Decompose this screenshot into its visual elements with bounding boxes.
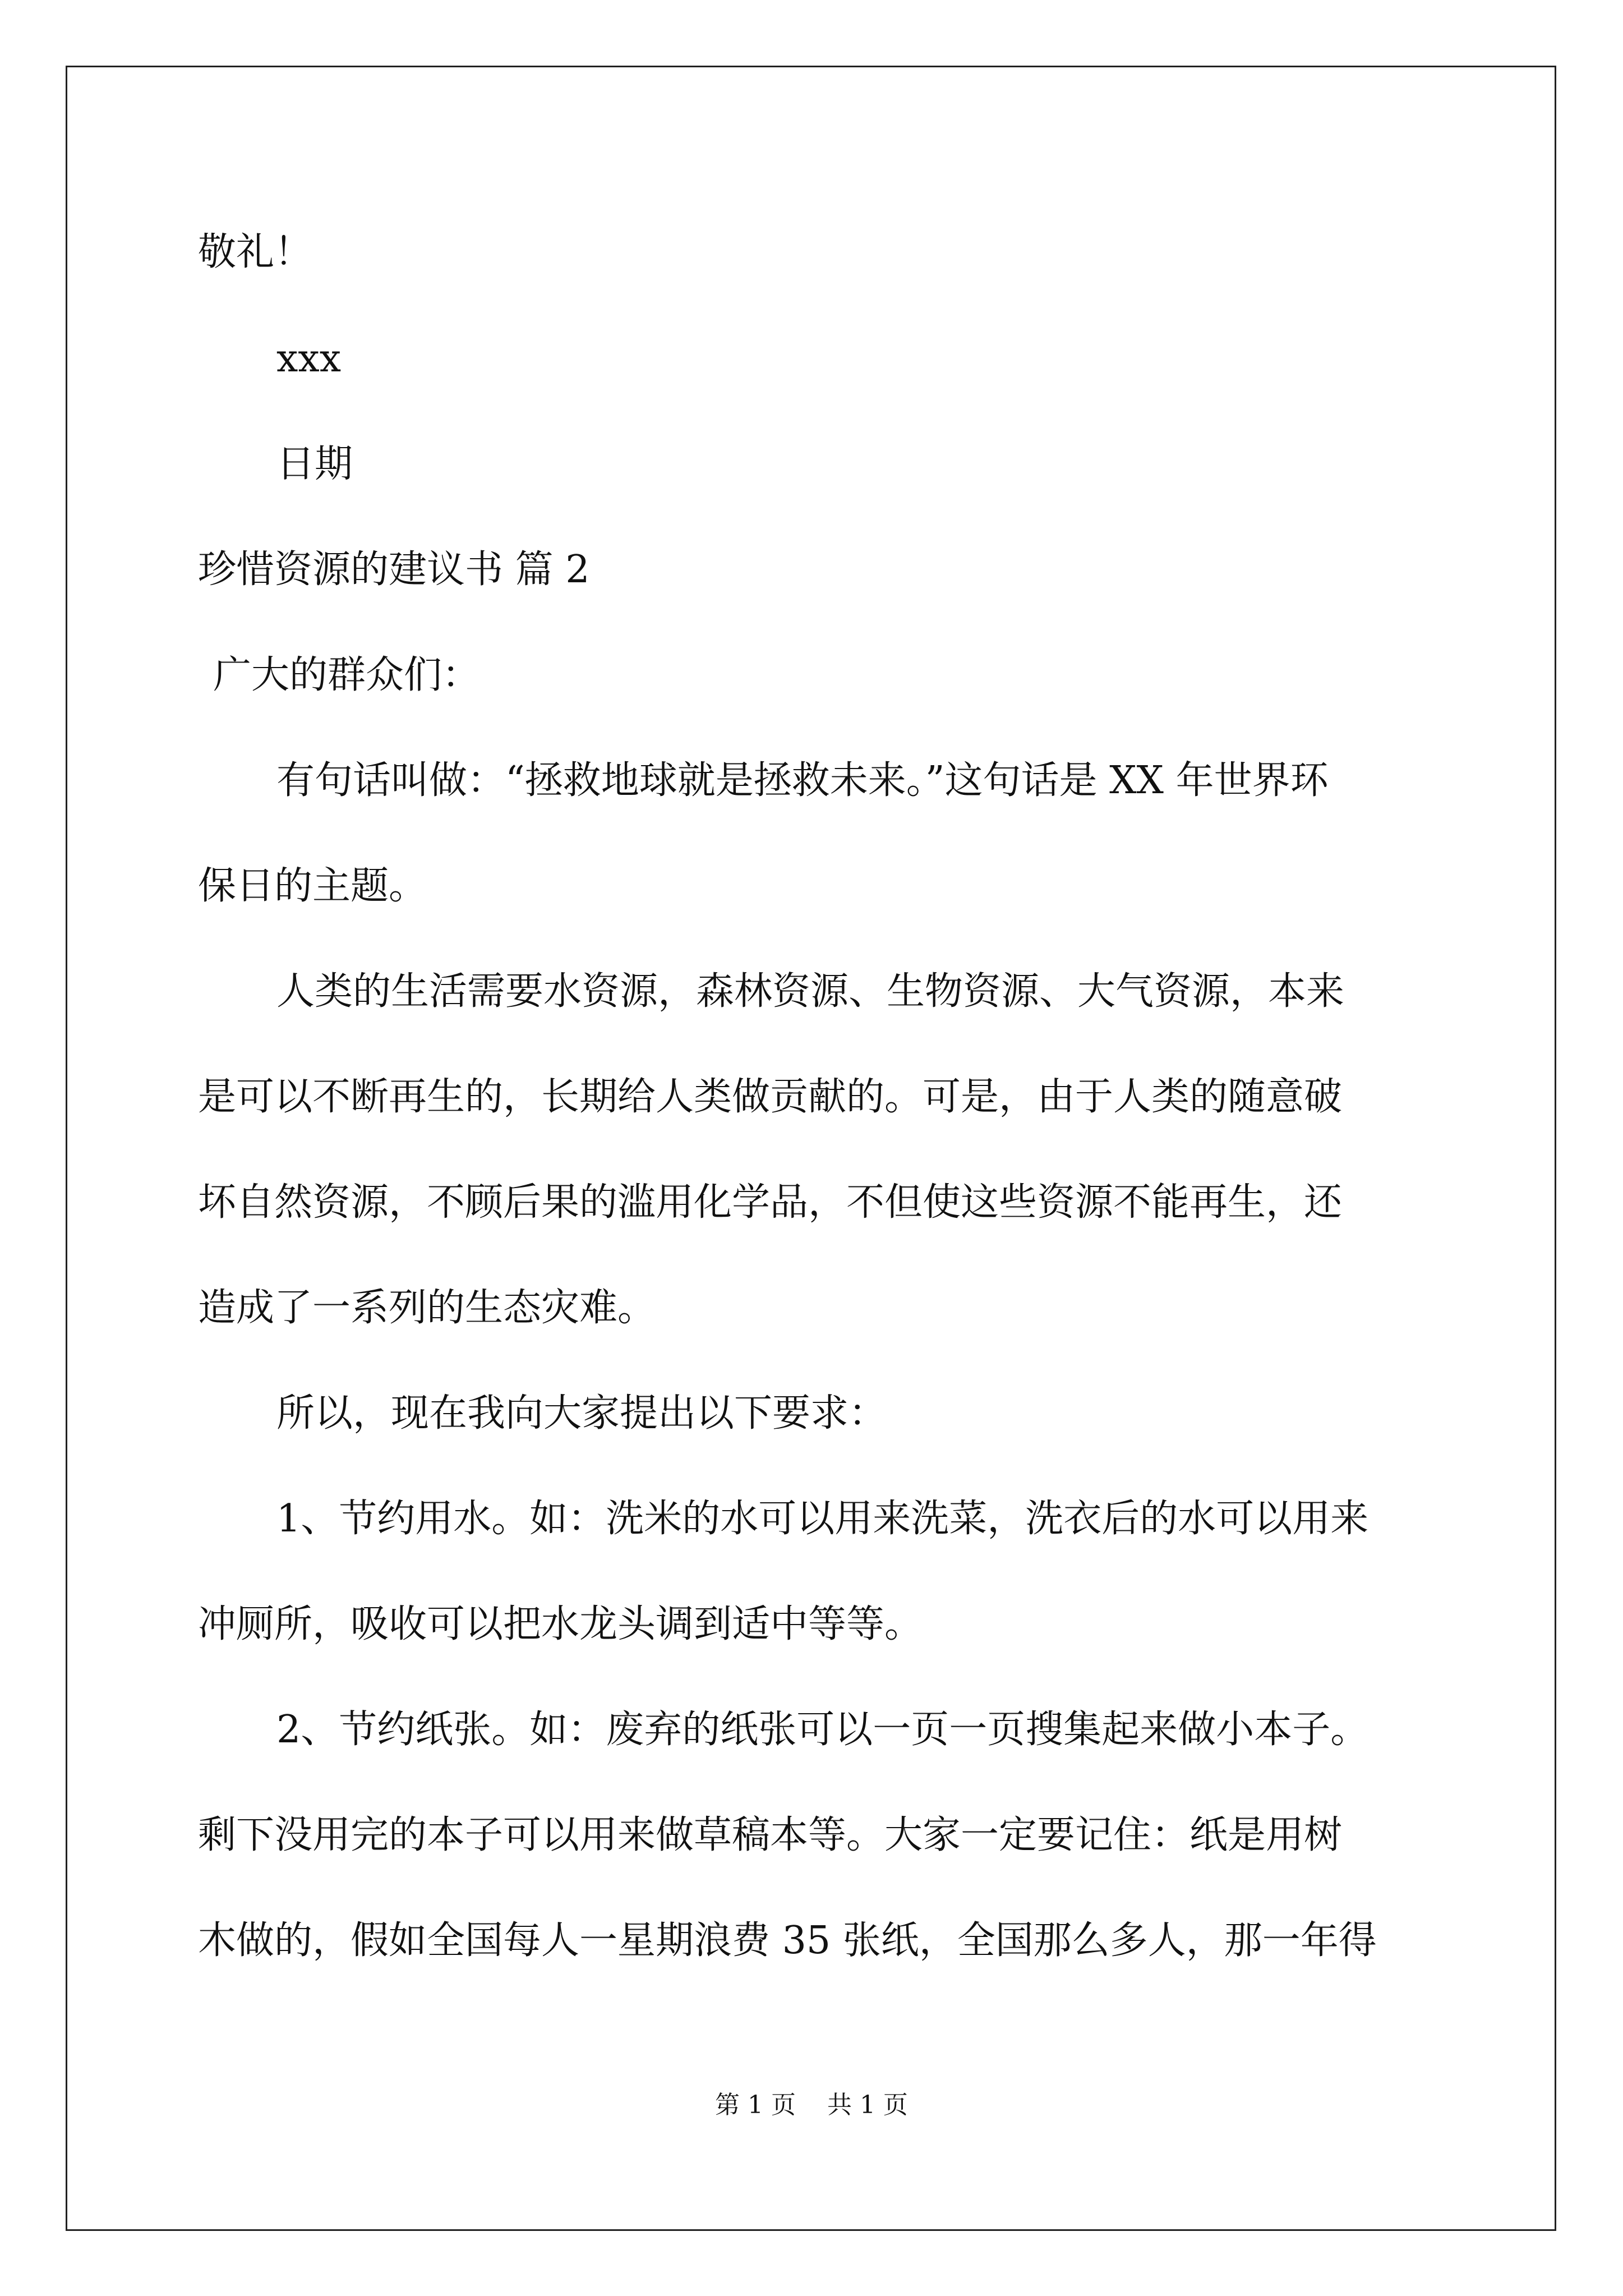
paragraph-line: 人类的生活需要水资源，森林资源、生物资源、大气资源，本来 <box>276 969 1345 1014</box>
greeting-line: 广大的群众们： <box>213 653 481 697</box>
list-item-line: 1、节约用水。如：洗米的水可以用来洗菜，洗衣后的水可以用来 <box>276 1497 1369 1541</box>
sender-name: xxx <box>276 337 342 381</box>
paragraph-line: 有句话叫做：“拯救地球就是拯救未来。”这句话是 XX 年世界环 <box>276 758 1329 803</box>
list-item-line: 木做的，假如全国每人一星期浪费 35 张纸，全国那么多人，那一年得 <box>198 1918 1377 1963</box>
paragraph-line: 坏自然资源，不顾后果的滥用化学品，不但使这些资源不能再生，还 <box>198 1180 1343 1225</box>
section-title: 珍惜资源的建议书 篇 2 <box>198 547 590 592</box>
paragraph-line: 保日的主题。 <box>198 864 427 908</box>
list-item-line: 冲厕所，吸收可以把水龙头调到适中等等。 <box>198 1602 923 1646</box>
list-item-line: 2、节约纸张。如：废弃的纸张可以一页一页搜集起来做小本子。 <box>276 1708 1369 1752</box>
page-frame <box>66 66 1556 2231</box>
paragraph-line: 造成了一系列的生态灾难。 <box>198 1286 656 1330</box>
closing-salutation: 敬礼！ <box>198 230 313 274</box>
list-item-line: 剩下没用完的本子可以用来做草稿本等。大家一定要记住：纸是用树 <box>198 1813 1343 1857</box>
date-line: 日期 <box>276 442 353 486</box>
paragraph-line: 所以，现在我向大家提出以下要求： <box>276 1391 887 1435</box>
paragraph-line: 是可以不断再生的，长期给人类做贡献的。可是，由于人类的随意破 <box>198 1075 1343 1119</box>
page-footer: 第 1 页 共 1 页 <box>715 2091 908 2119</box>
